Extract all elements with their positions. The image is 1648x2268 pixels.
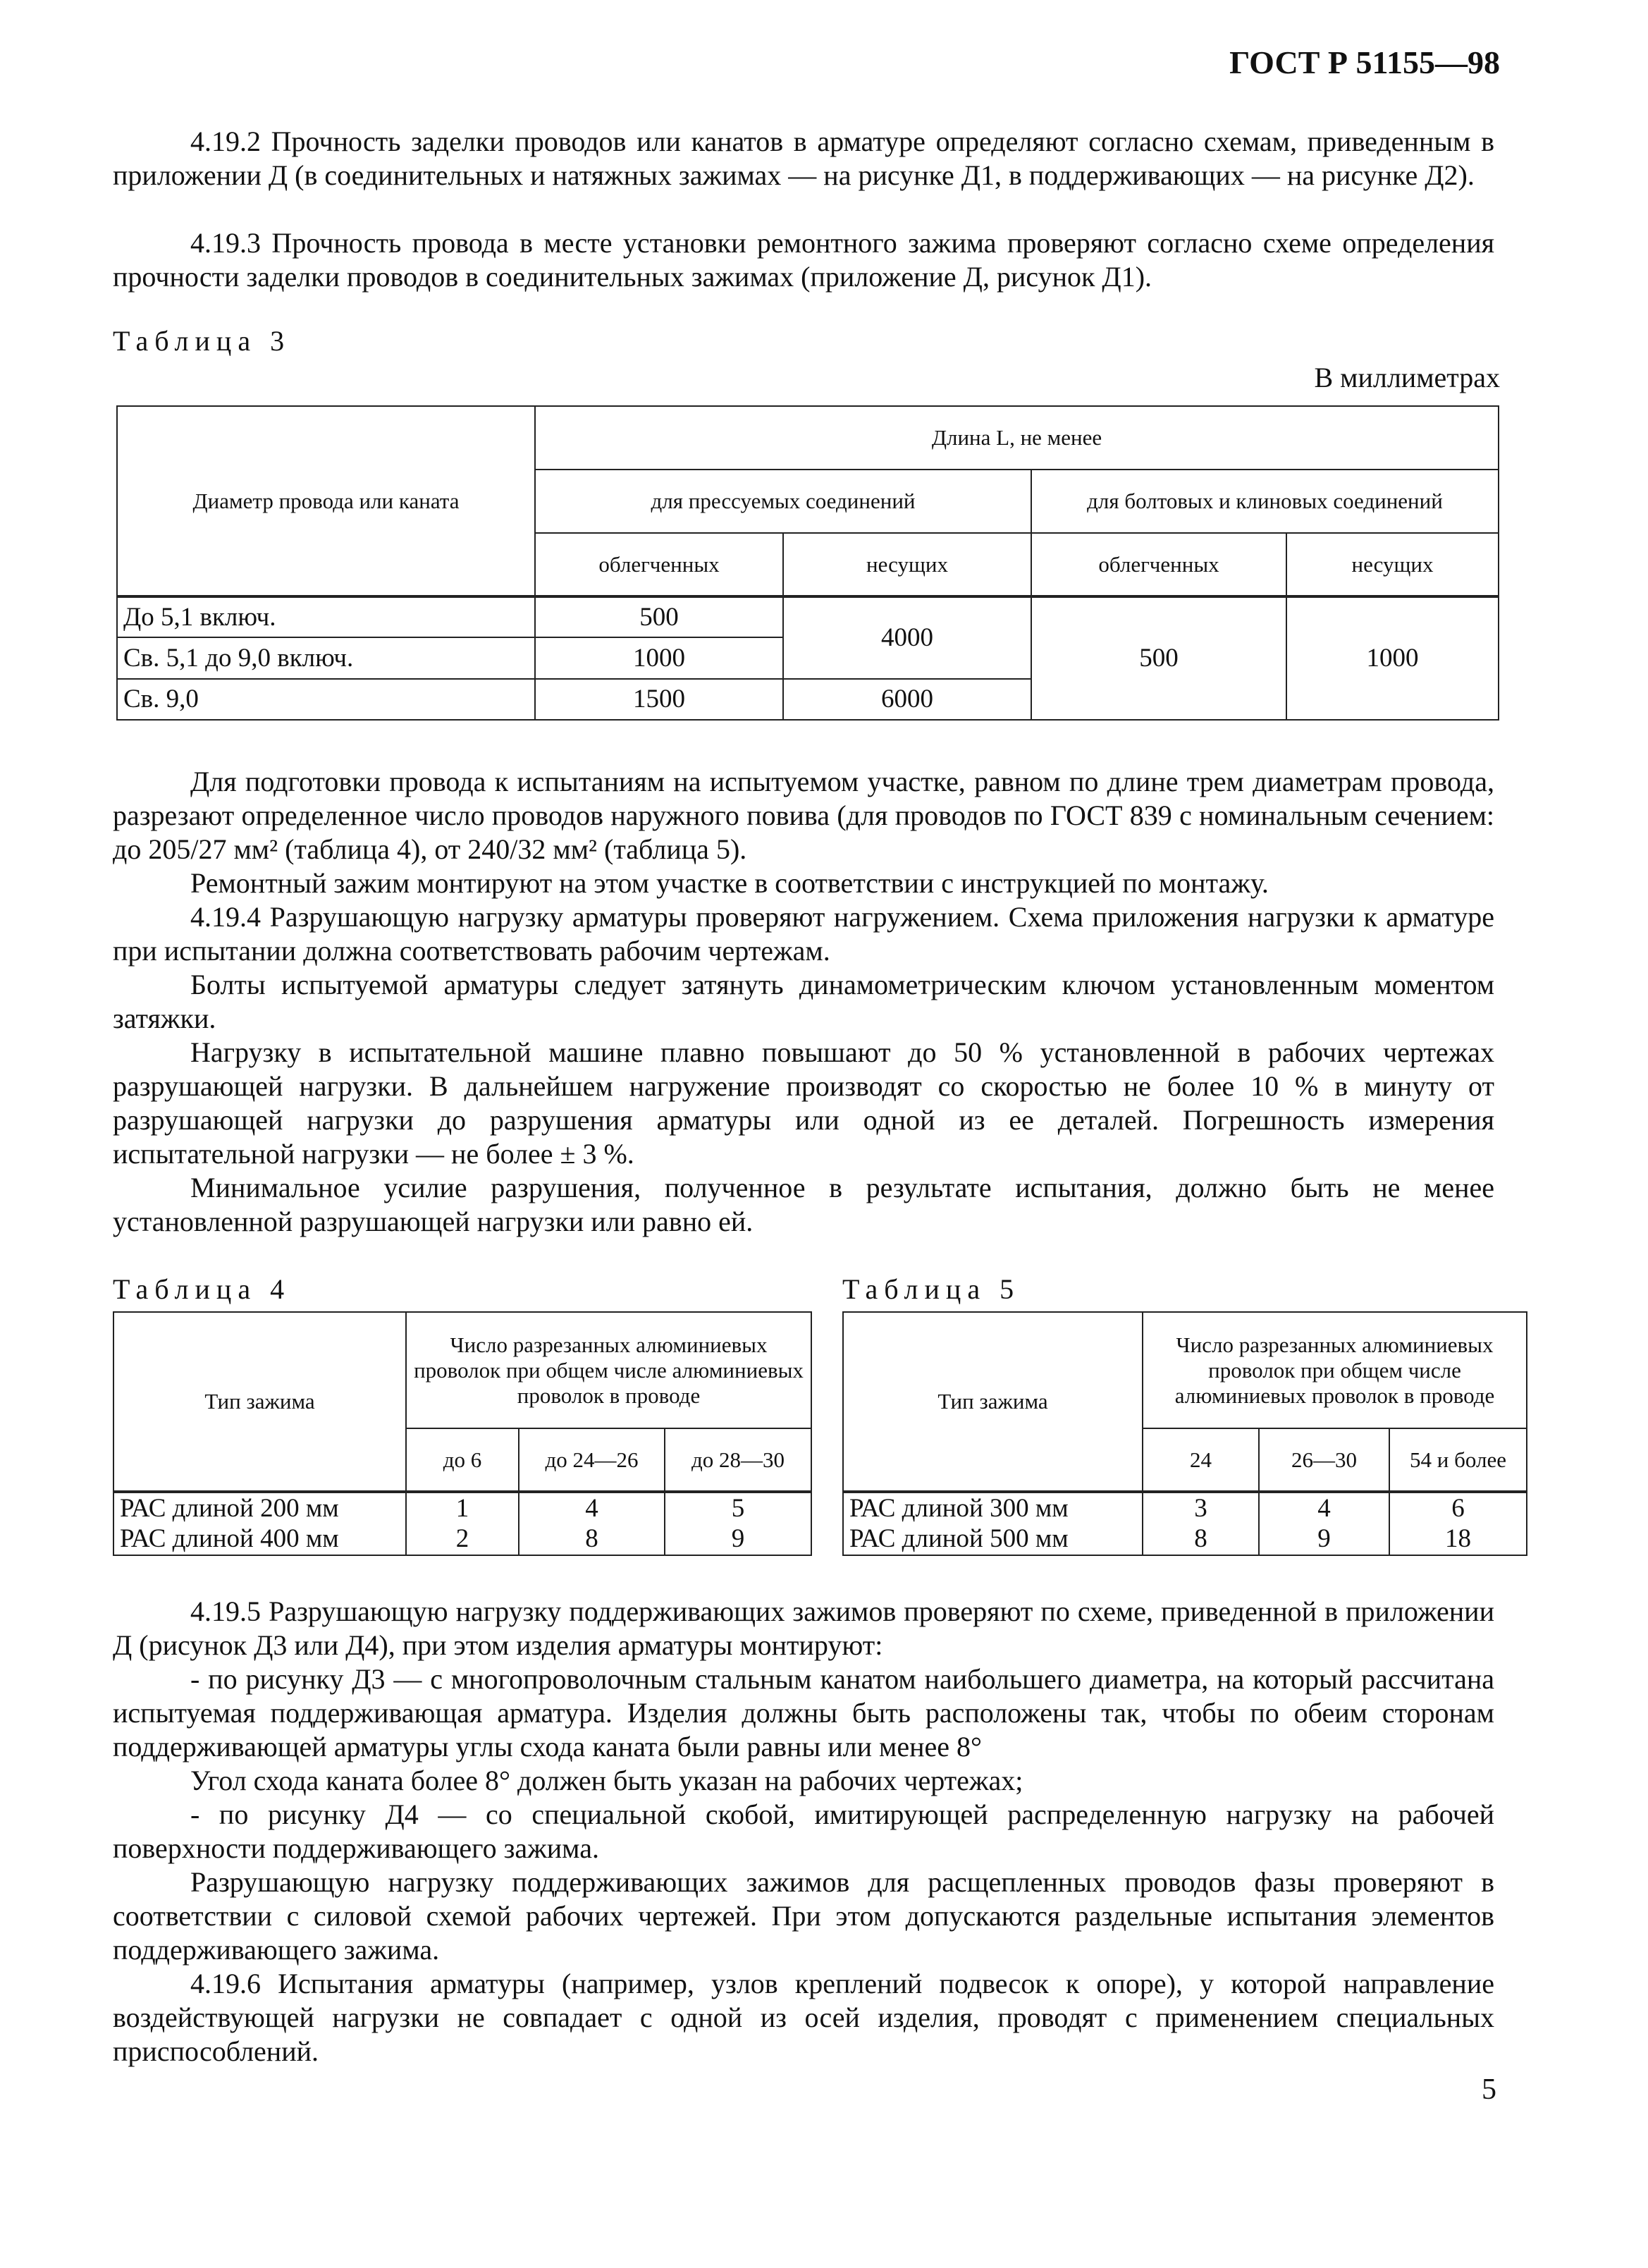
- table-4-sub-1: до 6: [406, 1428, 519, 1492]
- paragraph-4-19-4: 4.19.4 Разрушающую нагрузку арматуры проверяют нагружением. Схема приложения нагрузки к арматуре при испытании должна соответствовать рабочим чертежам.: [113, 901, 1494, 967]
- table-3-row-3-diameter: Св. 9,0: [117, 679, 535, 720]
- table-4-row-2-v2: 8: [519, 1524, 665, 1555]
- table-3-pressed-bearing-merged: 4000: [783, 596, 1031, 679]
- table-3-sub-light-2: облегченных: [1031, 533, 1286, 596]
- table-3-diameter-header: Диаметр провода или каната: [117, 406, 535, 596]
- table-5-row-2-v3: 18: [1389, 1524, 1527, 1555]
- table-5-sub-1: 24: [1143, 1428, 1259, 1492]
- paragraph-4-19-3: 4.19.3 Прочность провода в месте установки ремонтного зажима проверяют согласно схеме определения прочности заделки проводов в соединительных зажимах (приложение Д, рисунок Д1).: [113, 227, 1494, 293]
- table-3-row-1-diameter: До 5,1 включ.: [117, 596, 535, 637]
- table-3-sub-bearing-1: несущих: [783, 533, 1031, 596]
- table-5-row-2-v1: 8: [1143, 1524, 1259, 1555]
- document-id: ГОСТ Р 51155—98: [1229, 44, 1500, 80]
- table-4-sub-2: до 24—26: [519, 1428, 665, 1492]
- table-5-type-header: Тип зажима: [843, 1312, 1143, 1492]
- table-3-bolted-bearing-merged: 1000: [1286, 596, 1499, 720]
- table-4-count-header: Число разрезанных алюминиевых проволок при общем числе алюминиевых проволок в проводе: [406, 1312, 811, 1428]
- table-5-row-1-type: РАС длиной 300 мм: [843, 1492, 1143, 1524]
- table-3-length-header: Длина L, не менее: [535, 406, 1499, 470]
- table-4-row-2-v3: 9: [665, 1524, 811, 1555]
- paragraph-bolts: Болты испытуемой арматуры следует затянуть динамометрическим ключом установленным моментом затяжки.: [113, 969, 1494, 1034]
- table-3-pressed-header: для прессуемых соединений: [535, 470, 1031, 533]
- table-5-row-1-v3: 6: [1389, 1492, 1527, 1524]
- table-4: [113, 1311, 812, 1556]
- table-3-bolted-header: для болтовых и клиновых соединений: [1031, 470, 1499, 533]
- table-5-row-1-v2: 4: [1259, 1492, 1389, 1524]
- table-5-count-header: Число разрезанных алюминиевых проволок при общем числе алюминиевых проволок в проводе: [1143, 1312, 1527, 1428]
- table-5-row-2-type: РАС длиной 500 мм: [843, 1524, 1143, 1555]
- paragraph-repair-clamp: Ремонтный зажим монтируют на этом участке в соответствии с инструкцией по монтажу.: [190, 867, 1269, 899]
- table-4-row-2-v1: 2: [406, 1524, 519, 1555]
- table-3-row-1-pressed-light: 500: [535, 596, 783, 637]
- table-3-bolted-light-merged: 500: [1031, 596, 1286, 720]
- table-4-row-1-type: РАС длиной 200 мм: [113, 1492, 406, 1524]
- table-5-row-2-v2: 9: [1259, 1524, 1389, 1555]
- paragraph-figure-d4: - по рисунку Д4 — со специальной скобой, имитирующей распределенную нагрузку на рабочей поверхности поддерживающего зажима.: [113, 1798, 1494, 1864]
- table-4-caption: Таблица 4: [113, 1273, 291, 1305]
- paragraph-figure-d3: - по рисунку Д3 — с многопроволочным стальным канатом наибольшего диаметра, на который рассчитана испытуемая поддерживающая арматура. Изделия должны быть расположены так, чтобы по обеим сторонам поддерживающей арматуры углы схода каната были равны или менее 8°: [113, 1663, 1494, 1763]
- paragraph-split-conductors: Разрушающую нагрузку поддерживающих зажимов для расщепленных проводов фазы проверяют в соответствии с силовой схемой рабочих чертежей. При этом допускаются раздельные испытания элементов поддерживающего зажима.: [113, 1866, 1494, 1966]
- table-3-sub-light-1: облегченных: [535, 533, 783, 596]
- paragraph-4-19-5: 4.19.5 Разрушающую нагрузку поддерживающих зажимов проверяют по схеме, приведенной в приложении Д (рисунок Д3 или Д4), при этом изделия арматуры монтируют:: [113, 1595, 1494, 1661]
- table-3: [116, 405, 1499, 721]
- table-5-sub-3: 54 и более: [1389, 1428, 1527, 1492]
- table-3-row-2-pressed-light: 1000: [535, 637, 783, 679]
- paragraph-preparation: Для подготовки провода к испытаниям на испытуемом участке, равном по длине трем диаметрам провода, разрезают определенное число проводов наружного повива (для проводов по ГОСТ 839 с номинальным сечением: до 205/27 мм² (таблица 4), от 240/32 мм² (таблица 5).: [113, 766, 1494, 865]
- table-5-caption: Таблица 5: [842, 1273, 1021, 1305]
- page-number: 5: [1482, 2073, 1496, 2106]
- table-4-type-header: Тип зажима: [113, 1312, 406, 1492]
- table-5-sub-2: 26—30: [1259, 1428, 1389, 1492]
- paragraph-4-19-2: 4.19.2 Прочность заделки проводов или канатов в арматуре определяют согласно схемам, приведенным в приложении Д (в соединительных и натяжных зажимах — на рисунке Д1, в поддерживающих — на рисунке Д2).: [113, 125, 1494, 191]
- paragraph-min-force: Минимальное усилие разрушения, полученное в результате испытания, должно быть не менее установленной разрушающей нагрузки или равно ей.: [113, 1172, 1494, 1237]
- table-4-row-1-v3: 5: [665, 1492, 811, 1524]
- table-5: [842, 1311, 1527, 1556]
- table-4-row-1-v1: 1: [406, 1492, 519, 1524]
- table-4-row-2-type: РАС длиной 400 мм: [113, 1524, 406, 1555]
- table-3-caption: Таблица 3: [113, 325, 291, 357]
- table-3-row-3-pressed-light: 1500: [535, 679, 783, 720]
- table-3-row-2-diameter: Св. 5,1 до 9,0 включ.: [117, 637, 535, 679]
- paragraph-angle: Угол схода каната более 8° должен быть указан на рабочих чертежах;: [190, 1765, 1023, 1796]
- table-4-sub-3: до 28—30: [665, 1428, 811, 1492]
- table-3-row-3-pressed-bearing: 6000: [783, 679, 1031, 720]
- table-3-sub-bearing-2: несущих: [1286, 533, 1499, 596]
- table-3-units: В миллиметрах: [1314, 362, 1500, 393]
- table-5-row-1-v1: 3: [1143, 1492, 1259, 1524]
- table-4-row-1-v2: 4: [519, 1492, 665, 1524]
- paragraph-loading: Нагрузку в испытательной машине плавно повышают до 50 % установленной в рабочих чертежах разрушающей нагрузки. В дальнейшем нагружение производят со скоростью не более 10 % в минуту от разрушающей нагрузки до разрушения арматуры или одной из ее деталей. Погрешность измерения испытательной нагрузки — не более ± 3 %.: [113, 1036, 1494, 1170]
- paragraph-4-19-6: 4.19.6 Испытания арматуры (например, узлов креплений подвесок к опоре), у которой направление воздействующей нагрузки не совпадает с одной из осей изделия, проводят с применением специальных приспособлений.: [113, 1968, 1494, 2067]
